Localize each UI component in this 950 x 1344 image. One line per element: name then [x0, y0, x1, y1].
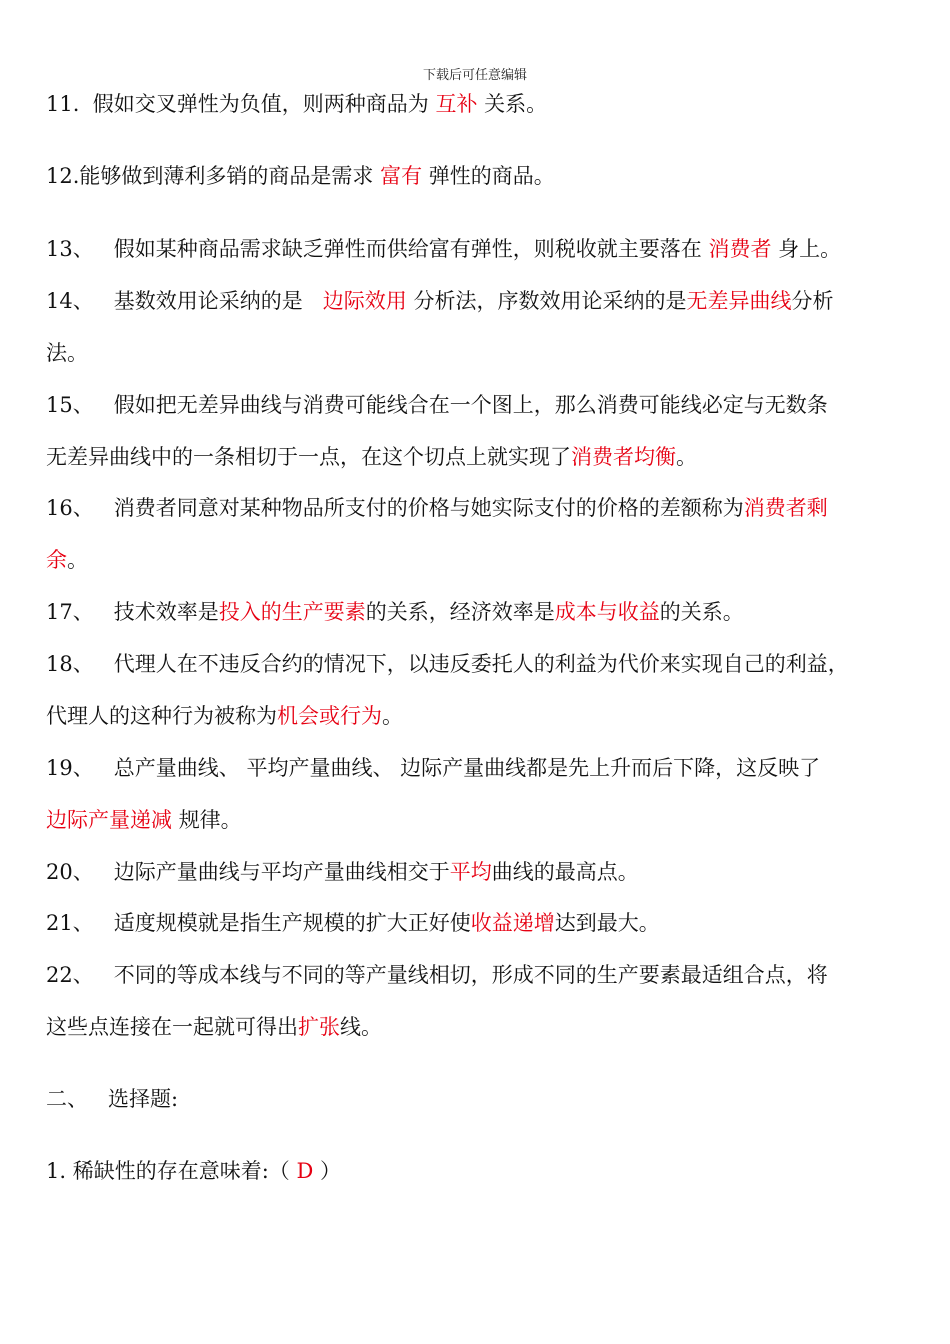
item-text: 无差异曲线中的一条相切于一点，在这个切点上就实现了 [46, 445, 571, 469]
item-answer: 富有 [380, 164, 423, 188]
item-answer: 边际效用 [322, 289, 407, 313]
item-answer: 互补 [435, 92, 478, 116]
question-answer: D [296, 1159, 314, 1183]
item-15-continued [46, 442, 697, 472]
item-answer: 机会或行为 [277, 704, 382, 728]
item-text: 技术效率是 [113, 600, 219, 624]
item-answer: 扩张 [298, 1015, 340, 1039]
section-title: 选择题: [108, 1087, 179, 1111]
item-text: 基数效用论采纳的是 [113, 289, 303, 313]
item-text: 分析 [791, 289, 834, 313]
item-number: 15、 [46, 393, 94, 417]
item-13 [46, 234, 841, 264]
item-number: 11. [46, 92, 80, 116]
item-22 [46, 960, 828, 990]
question-text: 稀缺性的存在意味着:（ [72, 1159, 290, 1183]
item-text: 边际产量曲线与平均产量曲线相交于 [113, 860, 450, 884]
item-text: 关系。 [484, 92, 548, 116]
page-header: 下载后可任意编辑 [422, 68, 527, 83]
item-number: 19、 [46, 756, 94, 780]
section-heading [46, 1084, 178, 1114]
item-text: 线。 [340, 1015, 382, 1039]
item-text: 法。 [46, 341, 88, 365]
item-text: 的关系，经济效率是 [365, 600, 555, 624]
item-12 [46, 161, 555, 191]
item-text: 身上。 [778, 237, 842, 261]
item-text: 达到最大。 [554, 911, 660, 935]
item-answer: 无差异曲线 [686, 289, 792, 313]
item-15 [46, 390, 828, 420]
item-answer: 边际产量递减 [46, 808, 172, 832]
question-number: 1. [46, 1159, 67, 1183]
item-answer: 成本与收益 [554, 600, 660, 624]
question-1 [46, 1156, 341, 1186]
item-16 [46, 493, 828, 523]
item-text: 分析法，序数效用论采纳的是 [413, 289, 687, 313]
item-text: 规律。 [178, 808, 242, 832]
item-number: 13、 [46, 237, 94, 261]
item-18-continued [46, 701, 403, 731]
item-answer: 消费者均衡 [571, 445, 676, 469]
item-text: 。 [382, 704, 403, 728]
item-answer: 投入的生产要素 [218, 600, 366, 624]
item-14-continued [46, 338, 88, 368]
item-text: 适度规模就是指生产规模的扩大正好使 [113, 911, 471, 935]
item-answer: 消费者 [708, 237, 772, 261]
item-number: 17、 [46, 600, 94, 624]
item-text: 。 [676, 445, 697, 469]
item-19 [46, 753, 820, 783]
item-text: 弹性的商品。 [428, 164, 555, 188]
item-text: 的关系。 [659, 600, 744, 624]
item-text: 总产量曲线、 平均产量曲线、 边际产量曲线都是先上升而后下降，这反映了 [113, 756, 821, 780]
item-14 [46, 286, 833, 316]
item-text: 代理人的这种行为被称为 [46, 704, 277, 728]
item-11 [46, 89, 547, 119]
item-text: 能够做到薄利多销的商品是需求 [79, 164, 374, 188]
item-number: 16、 [46, 496, 94, 520]
item-text: 假如把无差异曲线与消费可能线合在一个图上，那么消费可能线必定与无数条 [113, 393, 828, 417]
item-21 [46, 908, 660, 938]
item-text: 这些点连接在一起就可得出 [46, 1015, 298, 1039]
item-number: 12. [46, 164, 80, 188]
item-number: 14、 [46, 289, 94, 313]
item-text: 消费者同意对某种物品所支付的价格与她实际支付的价格的差额称为 [113, 496, 744, 520]
item-text: 假如某种商品需求缺乏弹性而供给富有弹性，则税收就主要落在 [113, 237, 702, 261]
question-close: ） [320, 1159, 342, 1183]
item-18 [46, 649, 849, 679]
item-17 [46, 597, 744, 627]
item-22-continued [46, 1012, 382, 1042]
item-text: 不同的等成本线与不同的等产量线相切，形成不同的生产要素最适组合点，将 [113, 963, 828, 987]
section-number: 二、 [46, 1087, 88, 1111]
item-20 [46, 857, 639, 887]
item-text: 代理人在不违反合约的情况下，以违反委托人的利益为代价来实现自己的利益， [113, 652, 849, 676]
item-number: 20、 [46, 860, 94, 884]
item-text: 。 [67, 548, 88, 572]
item-text: 假如交叉弹性为负值，则两种商品为 [92, 92, 429, 116]
item-answer: 消费者剩 [743, 496, 828, 520]
item-number: 21、 [46, 911, 94, 935]
item-answer: 平均 [449, 860, 492, 884]
item-answer: 余 [46, 548, 67, 572]
item-number: 22、 [46, 963, 94, 987]
item-text: 曲线的最高点。 [491, 860, 639, 884]
item-19-continued [46, 805, 242, 835]
item-number: 18、 [46, 652, 94, 676]
item-16-continued [46, 545, 88, 575]
item-answer: 收益递增 [470, 911, 555, 935]
